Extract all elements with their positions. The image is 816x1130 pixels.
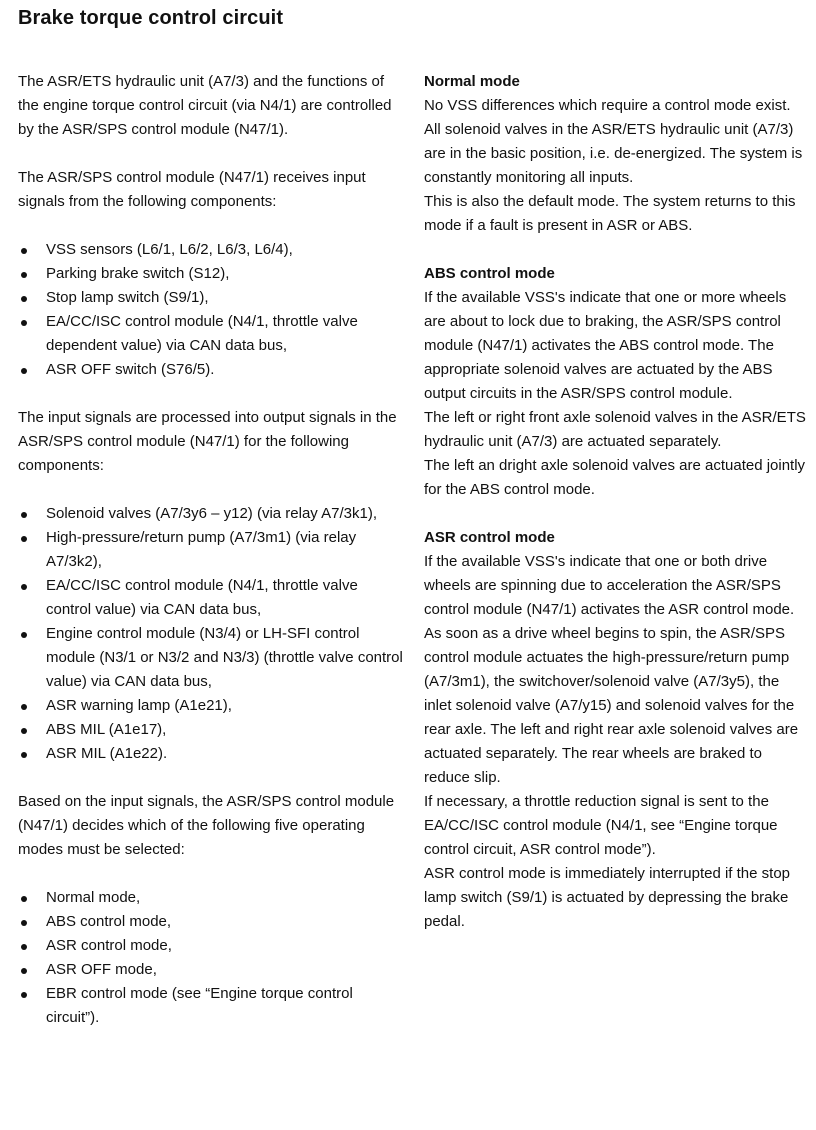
list-item: EBR control mode (see “Engine torque control circuit”). (18, 982, 403, 1030)
left-column (18, 70, 403, 1030)
section-asr-control-mode (424, 526, 809, 934)
section-heading: ASR control mode (424, 529, 555, 546)
list-item: ASR MIL (A1e22). (18, 742, 403, 766)
section-paragraph: If necessary, a throttle reduction signal is sent to the EA/CC/ISC control module (N4/1, see “Engine torque control circuit, ASR control mode”). (424, 793, 778, 858)
list-item: ABS control mode, (18, 910, 403, 934)
list-item: ASR OFF mode, (18, 958, 403, 982)
modes-list (18, 886, 403, 1030)
list-item: EA/CC/ISC control module (N4/1, throttle valve dependent value) via CAN data bus, (18, 310, 403, 358)
section-heading: Normal mode (424, 73, 520, 90)
list-item: ABS MIL (A1e17), (18, 718, 403, 742)
page-title: Brake torque control circuit (18, 7, 284, 29)
section-abs-control-mode (424, 262, 809, 502)
section-paragraph: All solenoid valves in the ASR/ETS hydraulic unit (A7/3) are in the basic position, i.e. de-energized. The system is constantly monitoring all inputs. (424, 121, 803, 186)
inputs-list (18, 238, 403, 382)
list-item: Normal mode, (18, 886, 403, 910)
section-heading: ABS control mode (424, 265, 555, 282)
right-column (424, 70, 809, 934)
outputs-intro-paragraph: The input signals are processed into output signals in the ASR/SPS control module (N47/1) for the following components: (18, 409, 397, 474)
section-paragraph: The left an dright axle solenoid valves are actuated jointly for the ABS control mode. (424, 457, 806, 498)
list-item: Solenoid valves (A7/3y6 – y12) (via relay A7/3k1), (18, 502, 403, 526)
outputs-list (18, 502, 403, 766)
section-paragraph: No VSS differences which require a control mode exist. (424, 97, 791, 114)
section-paragraph: If the available VSS's indicate that one or more wheels are about to lock due to braking, the ASR/SPS control module (N47/1) activates the ABS control mode. The appropriate solenoid valves are actuated by the ABS output circuits in the ASR/SPS control module. (424, 289, 787, 402)
list-item: Parking brake switch (S12), (18, 262, 403, 286)
intro-paragraph: The ASR/ETS hydraulic unit (A7/3) and the functions of the engine torque control circuit (via N4/1) are controlled by the ASR/SPS control module (N47/1). (18, 73, 392, 138)
list-item: ASR control mode, (18, 934, 403, 958)
modes-intro-paragraph: Based on the input signals, the ASR/SPS control module (N47/1) decides which of the following five operating modes must be selected: (18, 793, 395, 858)
list-item: Engine control module (N3/4) or LH-SFI control module (N3/1 or N3/2 and N3/3) (throttle valve control value) via CAN data bus, (18, 622, 403, 694)
list-item: Stop lamp switch (S9/1), (18, 286, 403, 310)
section-paragraph: ASR control mode is immediately interrupted if the stop lamp switch (S9/1) is actuated by depressing the brake pedal. (424, 865, 790, 930)
list-item: EA/CC/ISC control module (N4/1, throttle valve control value) via CAN data bus, (18, 574, 403, 622)
list-item: High-pressure/return pump (A7/3m1) (via relay A7/3k2), (18, 526, 403, 574)
section-paragraph: This is also the default mode. The system returns to this mode if a fault is present in ASR or ABS. (424, 193, 796, 234)
list-item: ASR warning lamp (A1e21), (18, 694, 403, 718)
list-item: VSS sensors (L6/1, L6/2, L6/3, L6/4), (18, 238, 403, 262)
section-paragraph: If the available VSS's indicate that one or both drive wheels are spinning due to acceleration the ASR/SPS control module (N47/1) activates the ASR control mode. (424, 553, 795, 618)
section-normal-mode (424, 70, 809, 238)
section-paragraph: The left or right front axle solenoid valves in the ASR/ETS hydraulic unit (A7/3) are actuated separately. (424, 409, 806, 450)
inputs-intro-paragraph: The ASR/SPS control module (N47/1) receives input signals from the following components: (18, 169, 366, 210)
list-item: ASR OFF switch (S76/5). (18, 358, 403, 382)
section-paragraph: As soon as a drive wheel begins to spin, the ASR/SPS control module actuates the high-pressure/return pump (A7/3m1), the switchover/solenoid valve (A7/3y5), the inlet solenoid valve (A7/y15) and solenoid valves for the rear axle. The left and right rear axle solenoid valves are actuated separately. The rear wheels are braked to reduce slip. (424, 625, 799, 786)
